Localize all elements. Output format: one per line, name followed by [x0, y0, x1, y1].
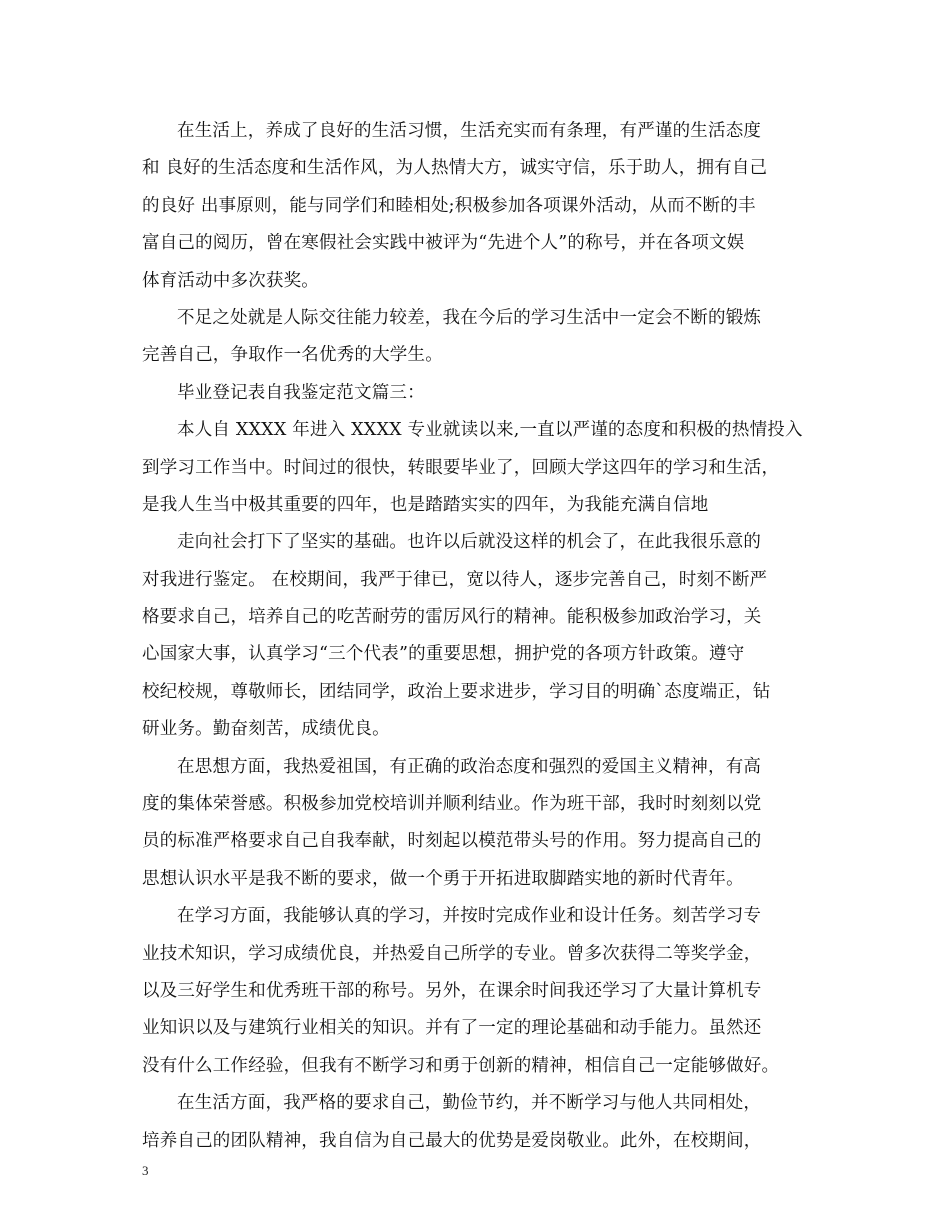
page-number: 3 [142, 1163, 149, 1178]
text-line: 在思想方面，我热爱祖国，有正确的政治态度和强烈的爱国主义精神，有高 [177, 756, 762, 777]
text-line: 毕业登记表自我鉴定范文篇三： [177, 382, 425, 403]
text-line: 校纪校规，尊敬师长，团结同学，政治上要求进步，学习目的明确`态度端正，钻 [142, 681, 771, 702]
text-line: 的良好 出事原则，能与同学们和睦相处;积极参加各项课外活动，从而不断的丰 [142, 195, 756, 216]
text-line: 在学习方面，我能够认真的学习，并按时完成作业和设计任务。刻苦学习专 [177, 906, 762, 927]
text-line: 格要求自己，培养自己的吃苦耐劳的雷厉风行的精神。能积极参加政治学习，关 [142, 607, 762, 628]
text-line: 走向社会打下了坚实的基础。也许以后就没这样的机会了，在此我很乐意的 [177, 532, 762, 553]
text-line: 研业务。勤奋刻苦，成绩优良。 [142, 719, 390, 740]
text-line: 是我人生当中极其重要的四年，也是踏踏实实的四年，为我能充满自信地 [142, 494, 709, 515]
text-line: 完善自己，争取作一名优秀的大学生。 [142, 345, 443, 366]
text-line: 没有什么工作经验，但我有不断学习和勇于创新的精神，相信自己一定能够做好。 [142, 1055, 780, 1076]
text-line: 在生活上，养成了良好的生活习惯，生活充实而有条理，有严谨的生活态度 [177, 121, 762, 141]
text-line: 业知识以及与建筑行业相关的知识。并有了一定的理论基础和动手能力。虽然还 [142, 1018, 762, 1039]
text-line: 培养自己的团队精神，我自信为自己最大的优势是爱岗敬业。此外，在校期间， [142, 1130, 762, 1151]
text-line: 员的标准严格要求自己自我奉献，时刻起以模范带头号的作用。努力提高自己的 [142, 831, 762, 852]
text-line: 不足之处就是人际交往能力较差，我在今后的学习生活中一定会不断的锻炼 [177, 307, 762, 328]
text-line: 和 良好的生活态度和生活作风，为人热情大方，诚实守信，乐于助人，拥有自己 [142, 158, 768, 179]
text-line: 对我进行鉴定。 在校期间，我严于律已，宽以待人，逐步完善自己，时刻不断严 [142, 569, 768, 590]
text-line: 业技术知识，学习成绩优良，并热爱自己所学的专业。曾多次获得二等奖学金， [142, 943, 762, 964]
text-line: 体育活动中多次获奖。 [142, 270, 319, 291]
text-line: 富自己的阅历，曾在寒假社会实践中被评为“先进个人”的称号，并在各项文娱 [142, 233, 745, 254]
text-line: 思想认识水平是我不断的要求，做一个勇于开拓进取脚踏实地的新时代青年。 [142, 868, 744, 889]
document-body [142, 113, 822, 1160]
text-line: 本人自 XXXX 年进入 XXXX 专业就读以来,一直以严谨的态度和积极的热情投入 [177, 420, 803, 441]
text-line: 在生活方面，我严格的要求自己，勤俭节约，并不断学习与他人共同相处， [177, 1093, 762, 1114]
text-line: 到学习工作当中。时间过的很快，转眼要毕业了，回顾大学这四年的学习和生活， [142, 457, 780, 478]
text-line: 以及三好学生和优秀班干部的称号。另外，在课余时间我还学习了大量计算机专 [142, 980, 762, 1001]
text-line: 心国家大事，认真学习“三个代表”的重要思想，拥护党的各项方针政策。遵守 [142, 644, 745, 665]
text-line: 度的集体荣誉感。积极参加党校培训并顺利结业。作为班干部，我时时刻刻以党 [142, 794, 762, 815]
